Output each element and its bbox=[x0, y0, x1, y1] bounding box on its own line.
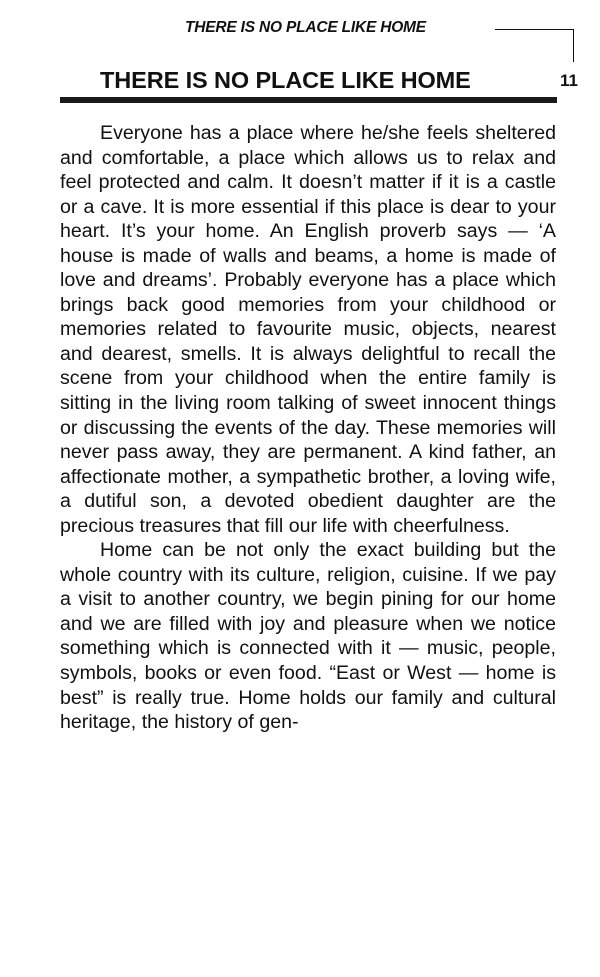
paragraph-2: Home can be not only the exact building but the whole country with its culture, religion, cuisine. If we pay a visit to another country, we begin pining for our home and we are filled with joy and pleasure when we notice something which is connected with it — music, people, symbols, books or even food. “East or West — home is best” is really true. Home holds our family and cultural heritage, the history of gen- bbox=[60, 539, 556, 734]
header-corner-tick bbox=[573, 29, 574, 62]
page-number: 11 bbox=[560, 71, 578, 90]
title-underline-bar bbox=[60, 97, 557, 103]
paragraph-1: Everyone has a place where he/she feels sheltered and comfortable, a place which allows us to relax and feel protected and calm. It doesn’t matter if it is a castle or a cave. It is more essential if this place is dear to your heart. It’s your home. An English proverb says — ‘A house is made of walls and beams, a home is made of love and dreams’. Probably everyone has a place which brings back good memories from your childhood or memories related to favourite music, objects, nearest and dearest, smells. It is always delightful to recall the scene from your childhood when the entire family is sitting in the living room talking of sweet innocent things or discussing the events of the day. These memories will never pass away, they are permanent. A kind father, an affectionate mother, a sympathetic brother, a loving wife, a dutiful son, a devoted obedient daughter are the precious treasures that fill our life with cheerfulness. bbox=[60, 122, 556, 537]
body-text bbox=[60, 121, 556, 735]
header-rule bbox=[495, 29, 574, 30]
running-header: THERE IS NO PLACE LIKE HOME bbox=[185, 19, 426, 36]
page-title: THERE IS NO PLACE LIKE HOME bbox=[100, 67, 471, 93]
